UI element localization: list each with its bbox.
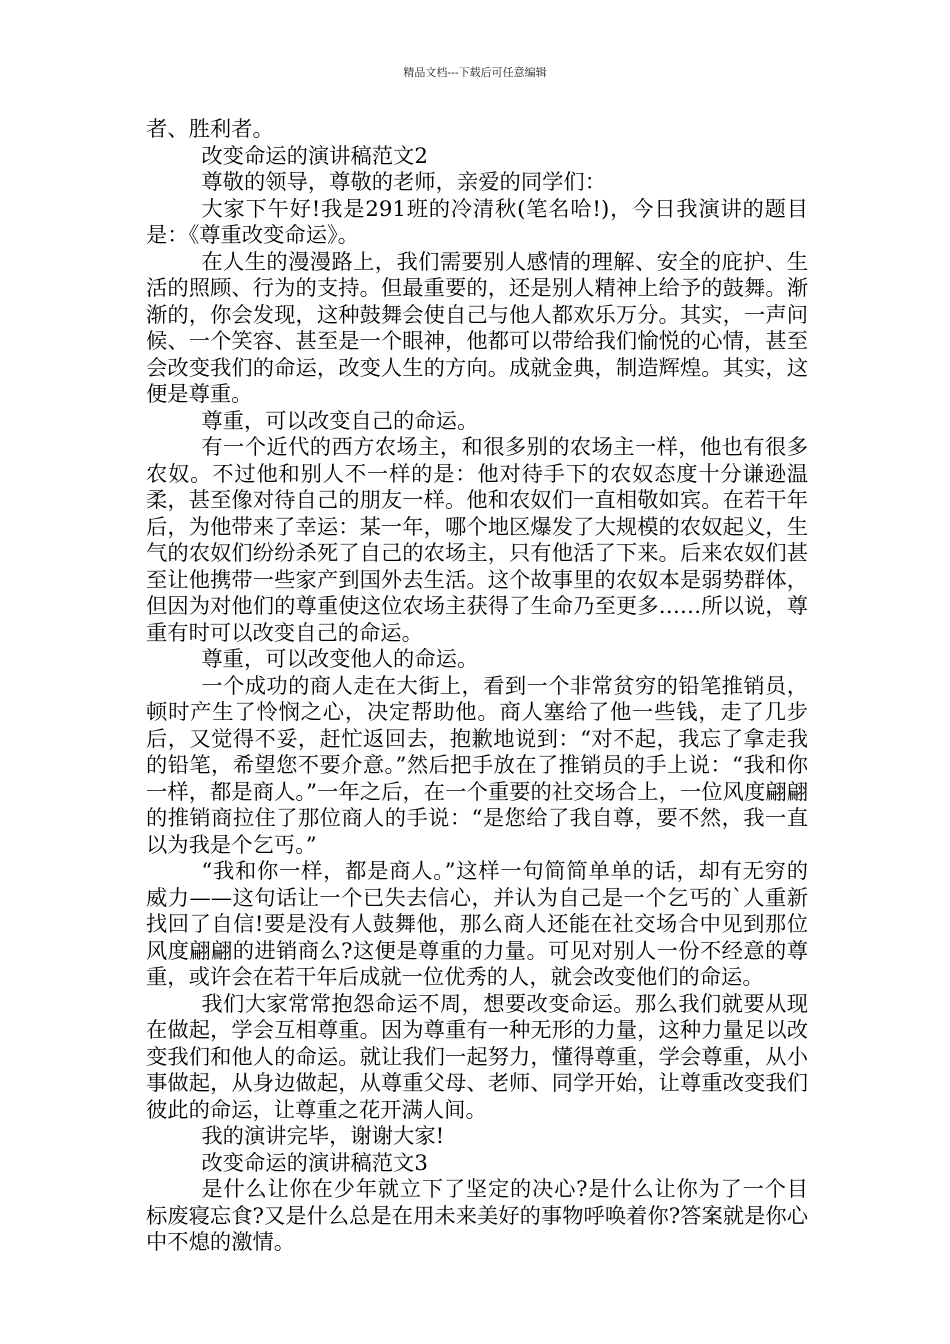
paragraph: 是什么让你在少年就立下了坚定的决心?是什么让你为了一个目标废寝忘食?又是什么总是在用未来美好的事物呼唤着你?答案就是你心中不熄的激情。: [146, 1177, 808, 1255]
paragraph: 在人生的漫漫路上，我们需要别人感情的理解、安全的庇护、生活的照顾、行为的支持。但最重要的，还是别人精神上给予的鼓舞。渐渐的，你会发现，这种鼓舞会使自己与他人都欢乐万分。其实，一声问候、一个笑容、甚至是一个眼神，他都可以带给我们愉悦的心情，甚至会改变我们的命运，改变人生的方向。成就金典，制造辉煌。其实，这便是尊重。: [146, 249, 808, 407]
paragraph: 有一个近代的西方农场主，和很多别的农场主一样，他也有很多农奴。不过他和别人不一样的是：他对待手下的农奴态度十分谦逊温柔，甚至像对待自己的朋友一样。他和农奴们一直相敬如宾。在若干年后，为他带来了幸运：某一年，哪个地区爆发了大规模的农奴起义，生气的农奴们纷纷杀死了自己的农场主，只有他活了下来。后来农奴们甚至让他携带一些家产到国外去生活。这个故事里的农奴本是弱势群体，但因为对他们的尊重使这位农场主获得了生命乃至更多……所以说，尊重有时可以改变自己的命运。: [146, 435, 808, 646]
paragraph: 尊重，可以改变他人的命运。: [201, 647, 479, 672]
document-body: [146, 117, 808, 1257]
section-heading-3: 改变命运的演讲稿范文3: [201, 1150, 428, 1176]
paragraph: 尊重，可以改变自己的命运。: [201, 408, 479, 434]
paragraph: 我们大家常常抱怨命运不周，想要改变命运。那么我们就要从现在做起，学会互相尊重。因为尊重有一种无形的力量，这种力量足以改变我们和他人的命运。就让我们一起努力，懂得尊重，学会尊重，从小事做起，从身边做起，从尊重父母、老师、同学开始，让尊重改变我们彼此的命运，让尊重之花开满人间。: [146, 991, 808, 1123]
page-header: 精品文档---下载后可任意编辑: [403, 66, 547, 79]
paragraph: “我和你一样，都是商人。”这样一句简简单单的话，却有无穷的威力——这句话让一个已失去信心，并认为自己是一个乞丐的`人重新找回了自信!要是没有人鼓舞他，那么商人还能在社交场合中见到那位风度翩翩的进销商么?这便是尊重的力量。可见对别人一份不经意的尊重，或许会在若干年后成就一位优秀的人，就会改变他们的命运。: [146, 859, 808, 990]
closing: 我的演讲完毕，谢谢大家!: [201, 1124, 445, 1149]
paragraph: 大家下午好!我是291班的冷清秋(笔名哈!)，今日我演讲的题目是：《尊重改变命运》。: [146, 196, 808, 248]
section-heading-2: 改变命运的演讲稿范文2: [201, 143, 428, 169]
paragraph: 一个成功的商人走在大街上，看到一个非常贫穷的铅笔推销员，顿时产生了怜悯之心，决定帮助他。商人塞给了他一些钱，走了几步后，又觉得不妥，赶忙返回去，抱歉地说到：“对不起，我忘了拿走我的铅笔，希望您不要介意。”然后把手放在了推销员的手上说：“我和你一样，都是商人。”一年之后，在一个重要的社交场合上，一位风度翩翩的推销商拉住了那位商人的手说：“是您给了我自尊，要不然，我一直以为我是个乞丐。”: [146, 673, 808, 858]
salutation: 尊敬的领导，尊敬的老师，亲爱的同学们：: [201, 170, 607, 195]
paragraph-continuation: 者、胜利者。: [146, 117, 274, 142]
